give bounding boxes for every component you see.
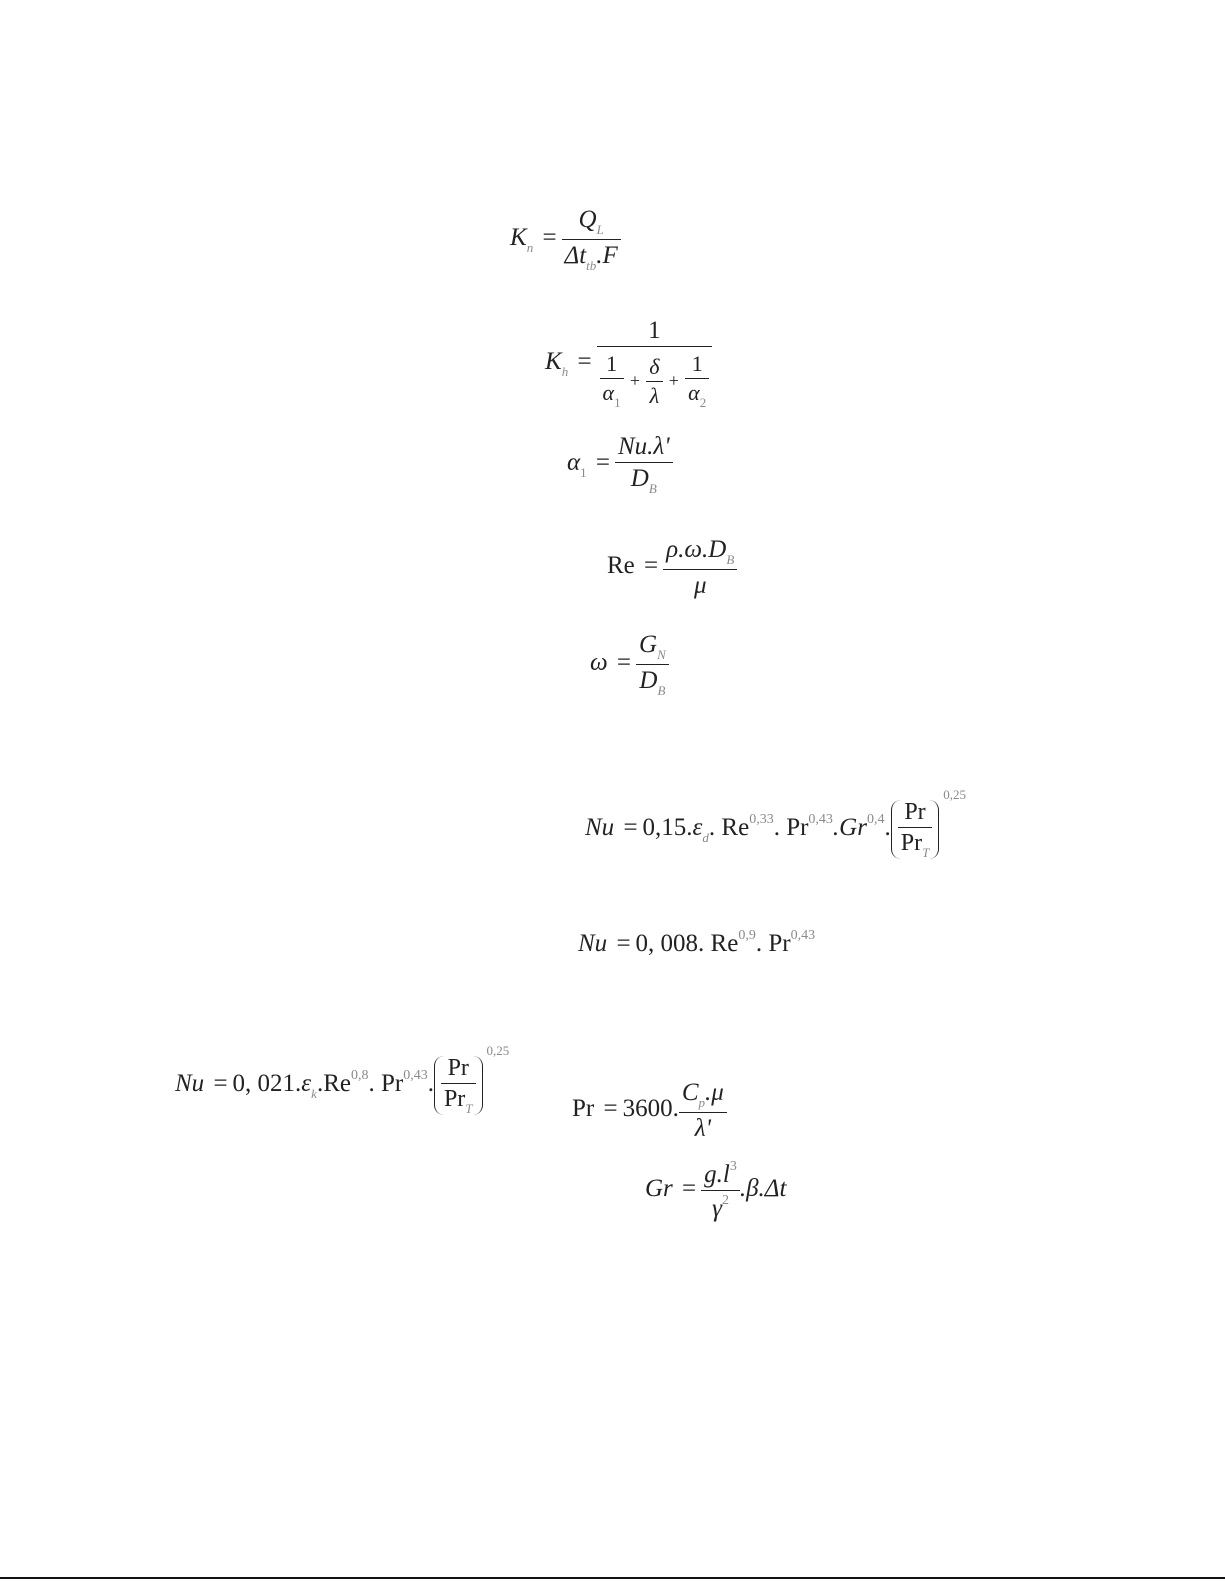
gr-num: g.l	[704, 1161, 730, 1188]
nu2-equals: =	[616, 930, 631, 957]
nu2-coef: 0, 008. Re	[635, 930, 739, 957]
gr-fraction	[701, 1160, 740, 1221]
nu3-exp: 0,25	[486, 1043, 510, 1058]
kh-alpha-2: α	[688, 380, 700, 405]
equation-nusselt-simple	[578, 929, 815, 956]
gr-lhs: Gr	[645, 1175, 673, 1203]
nu1-fden-sub: T	[922, 844, 930, 860]
nu2-pr-exp: 0,43	[790, 928, 816, 943]
re-equals: =	[644, 552, 659, 580]
kh-delta: δ	[649, 353, 660, 379]
equation-omega	[590, 632, 669, 697]
gr-num-exp: 3	[729, 1159, 737, 1174]
nu3-re-exp: 0,8	[350, 1068, 369, 1083]
kh-one-a: 1	[606, 351, 618, 376]
kh-term-2	[646, 353, 662, 408]
kn-num: Q	[578, 206, 597, 233]
nu1-dot: .	[884, 814, 891, 841]
gr-den: γ	[712, 1195, 722, 1222]
nu3-pr: . Pr	[368, 1070, 404, 1097]
equation-alpha-1	[567, 434, 673, 495]
pr-coef: 3600.	[622, 1095, 679, 1123]
nu3-fnum: Pr	[447, 1054, 469, 1081]
pr-den: λ'	[679, 1112, 727, 1141]
nu1-pr: . Pr	[773, 814, 809, 841]
kn-num-sub: L	[596, 222, 604, 237]
omega-den: D	[639, 667, 658, 694]
kh-lhs-sub: h	[561, 364, 569, 380]
alpha1-equals: =	[595, 449, 610, 477]
pr-num-tail: .μ	[705, 1079, 724, 1106]
equation-overall-coefficient-kh	[545, 318, 712, 409]
kn-den-sub: tb	[586, 258, 597, 273]
nu1-eps: ε	[692, 814, 703, 841]
alpha1-num: Nu.λ'	[617, 433, 670, 460]
kn-fraction	[562, 207, 621, 272]
nu1-paren	[891, 800, 940, 859]
pr-num: C	[681, 1079, 699, 1106]
kn-den-a: Δt	[564, 242, 587, 269]
nu1-fraction	[898, 800, 933, 859]
equation-nusselt-turbulent	[175, 1044, 509, 1115]
gr-den-exp: 2	[721, 1193, 729, 1208]
nu1-coef: 0,15.	[642, 814, 693, 841]
nu1-pr-exp: 0,43	[808, 812, 833, 827]
kn-lhs: K	[510, 224, 527, 252]
nu1-fnum: Pr	[904, 798, 926, 825]
alpha1-lhs-sub: 1	[580, 465, 587, 481]
pr-lhs: Pr	[572, 1095, 595, 1123]
nu3-equals: =	[213, 1070, 228, 1097]
kh-alpha-1: α	[602, 380, 615, 405]
kh-term-1	[600, 353, 624, 409]
kh-plus-1: +	[629, 370, 641, 391]
equation-nusselt-laminar	[585, 788, 966, 859]
alpha1-lhs: α	[567, 449, 581, 477]
nu2-re-exp: 0,9	[738, 928, 756, 943]
omega-num-sub: N	[657, 647, 666, 662]
kh-one: 1	[648, 317, 661, 344]
re-fraction	[663, 537, 737, 598]
alpha1-fraction	[615, 434, 673, 495]
kh-equals: =	[577, 348, 592, 376]
nu1-eps-sub: d	[702, 830, 709, 845]
omega-fraction	[636, 632, 669, 697]
page-bottom-rule	[0, 1577, 1225, 1579]
nu3-pr-exp: 0,43	[403, 1068, 428, 1083]
re-den: μ	[663, 569, 737, 598]
kn-equals: =	[542, 224, 557, 252]
nu3-fden-sub: T	[465, 1100, 473, 1116]
kh-sub-1: 1	[614, 395, 621, 410]
gr-tail: .β.Δt	[739, 1175, 787, 1203]
nu1-lhs: Nu	[585, 814, 615, 841]
omega-lhs: ω	[590, 649, 608, 677]
omega-equals: =	[616, 649, 632, 677]
nu1-gr-exp: 0,4	[866, 812, 885, 827]
nu1-gr: .Gr	[832, 814, 867, 841]
nu1-re-exp: 0,33	[749, 812, 774, 827]
alpha1-den-sub: B	[648, 481, 657, 496]
kh-term-3	[685, 353, 709, 409]
nu3-eps-sub: k	[311, 1086, 317, 1101]
equation-prandtl	[572, 1080, 727, 1141]
nu3-re: .Re	[316, 1070, 351, 1097]
gr-equals: =	[682, 1175, 697, 1203]
equation-reynolds	[607, 537, 737, 598]
kh-one-b: 1	[691, 351, 703, 376]
pr-num-sub: p	[698, 1095, 706, 1110]
kh-fraction	[597, 318, 713, 409]
equation-heat-transfer-coefficient-kn	[510, 207, 621, 272]
kn-den-b: .F	[596, 242, 618, 269]
equation-grashof	[645, 1160, 786, 1221]
nu3-paren	[434, 1056, 483, 1115]
pr-equals: =	[603, 1095, 618, 1123]
kh-lhs: K	[545, 348, 562, 376]
re-lhs: Re	[607, 552, 635, 580]
kh-plus-2: +	[668, 370, 679, 391]
nu1-re: . Re	[708, 814, 750, 841]
nu1-fden: Pr	[900, 829, 923, 856]
nu3-coef: 0, 021.	[232, 1070, 302, 1097]
nu1-exp: 0,25	[943, 787, 967, 802]
kn-lhs-sub: n	[526, 240, 534, 256]
nu3-lhs: Nu	[175, 1070, 205, 1097]
nu3-dot: .	[427, 1070, 434, 1097]
pr-fraction	[679, 1080, 727, 1141]
nu3-eps: ε	[301, 1070, 312, 1097]
alpha1-den: D	[630, 465, 649, 492]
kh-sub-2: 2	[699, 395, 707, 410]
re-num: ρ.ω.D	[666, 536, 727, 563]
nu3-fraction	[441, 1056, 476, 1115]
omega-num: G	[639, 631, 658, 658]
re-num-sub: B	[726, 552, 735, 567]
omega-den-sub: B	[657, 683, 666, 698]
kh-lambda: λ	[646, 381, 662, 407]
nu3-fden: Pr	[443, 1085, 466, 1112]
nu2-pr: . Pr	[755, 930, 791, 957]
nu2-lhs: Nu	[578, 930, 608, 957]
nu1-equals: =	[623, 814, 638, 841]
